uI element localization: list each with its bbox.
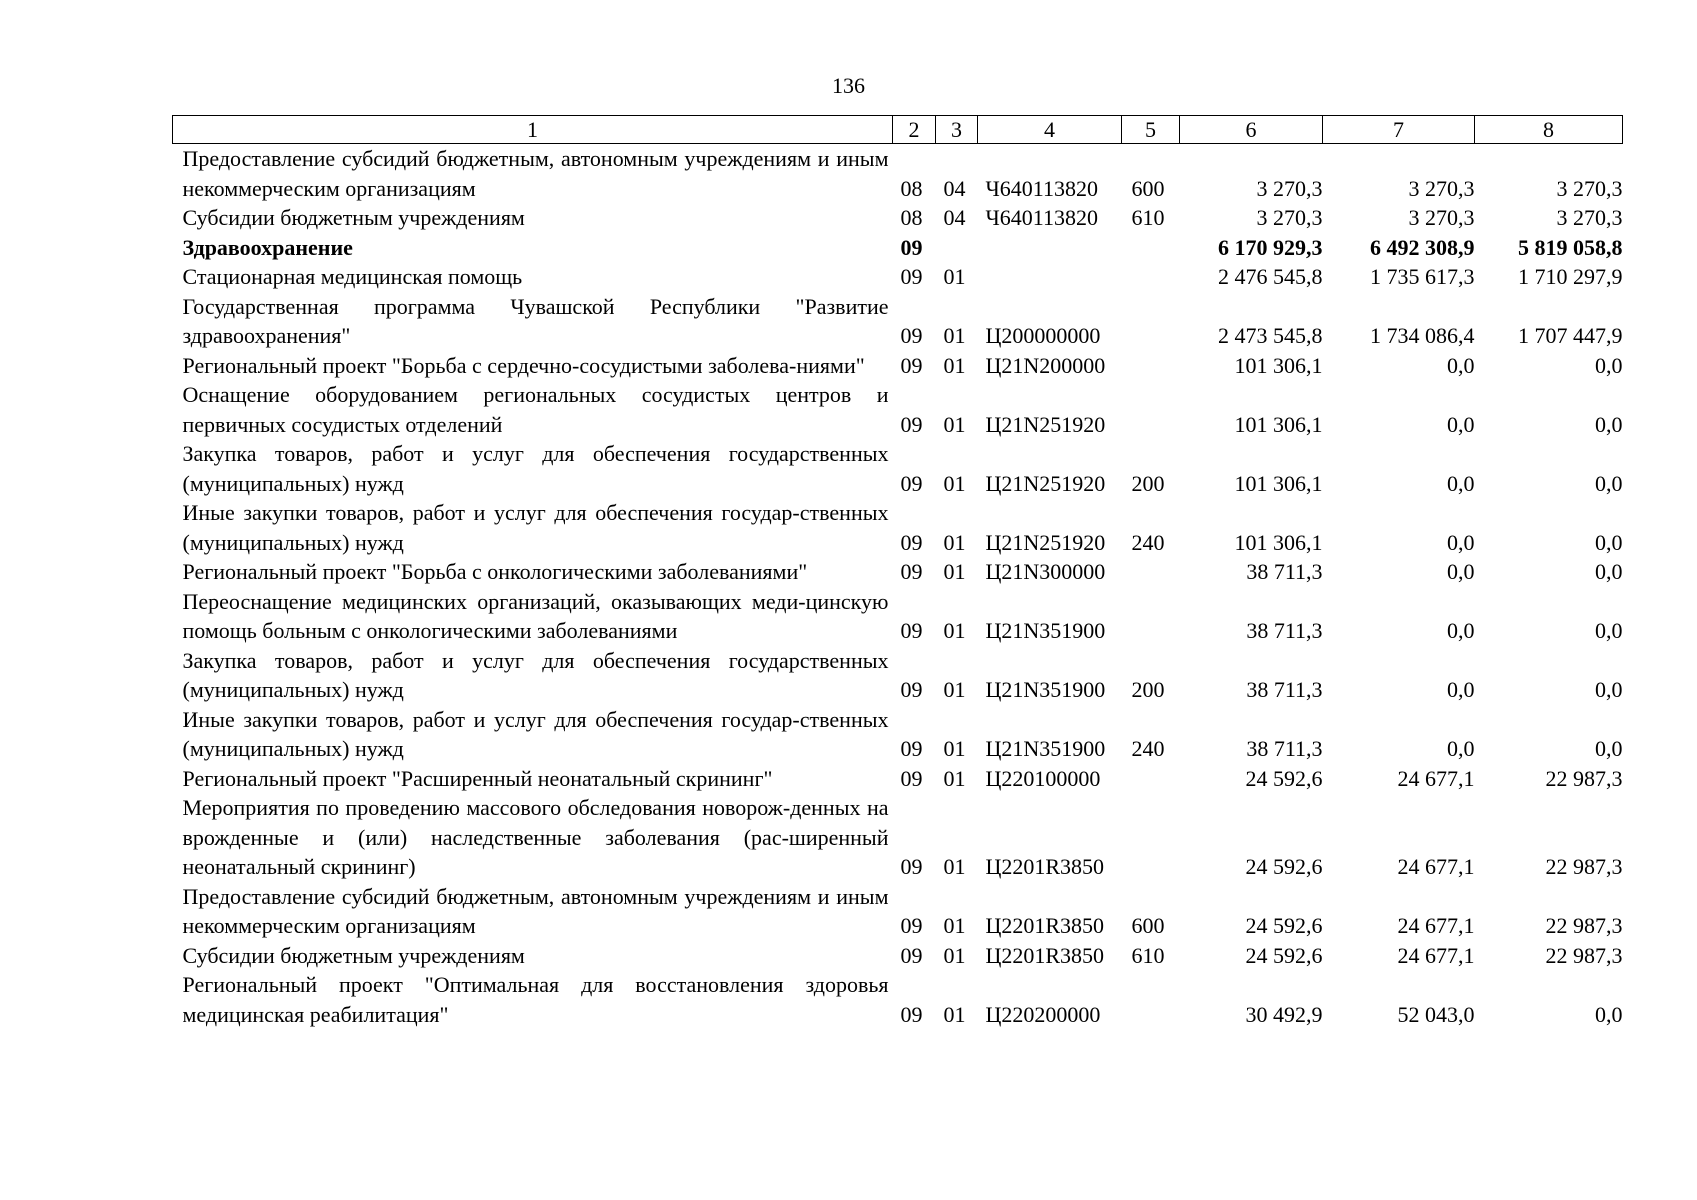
row-amount-col8: 0,0 [1595,677,1623,702]
row-subsection: 01 [943,529,966,555]
table-row [173,941,1623,971]
row-amount-col8: 0,0 [1595,1001,1623,1027]
table-row [173,262,1623,292]
row-amount-col8: 1 710 297,9 [1518,264,1623,289]
row-amount-col6: 3 270,3 [1256,205,1323,230]
row-section: 09 [900,234,923,260]
row-target-article: Ц21N351900 [985,618,1106,643]
row-name: Субсидии бюджетным учреждениям [182,942,525,968]
row-subsection: 04 [943,175,966,201]
row-target-article: Ц2201R3850 [985,913,1105,938]
row-expense-type: 200 [1131,470,1165,496]
row-target-article: Ц21N200000 [985,352,1106,378]
row-amount-col7: 0,0 [1447,677,1475,702]
row-name: Иные закупки товаров, работ и услуг для обеспечения государ-ственных (муниципальных) нужд [182,500,889,555]
row-amount-col8: 0,0 [1595,470,1623,496]
row-subsection: 01 [943,942,966,968]
column-header-5: 5 [1122,116,1180,144]
row-amount-col8: 3 270,3 [1556,175,1623,201]
row-target-article [978,262,1122,292]
row-target-article: Ц21N351900 [985,677,1106,702]
row-amount-col6: 38 711,3 [1246,618,1323,643]
row-name: Предоставление субсидий бюджетным, автономным учреждениям и иным некоммерческим организациям [182,883,889,938]
row-amount-col8: 0,0 [1595,736,1623,761]
row-subsection: 01 [943,323,966,348]
row-section: 09 [900,1001,923,1027]
column-header-6: 6 [1180,116,1323,144]
row-name: Региональный проект "Расширенный неонатальный скрининг" [182,765,773,791]
row-amount-col8: 22 987,3 [1545,942,1623,968]
row-amount-col6: 24 592,6 [1245,942,1323,968]
row-target-article: Ч640113820 [985,175,1098,201]
table-row [173,498,1623,557]
row-subsection: 01 [943,765,966,791]
row-name: Государственная программа Чувашской Республики "Развитие здравоохранения" [182,293,889,348]
row-target-article: Ц21N251920 [985,411,1106,437]
row-amount-col7: 1 735 617,3 [1370,264,1475,289]
column-header-7: 7 [1323,116,1475,144]
row-section: 09 [900,559,923,584]
table-row [173,970,1623,1029]
row-expense-type: 610 [1131,205,1165,230]
row-amount-col6: 6 170 929,3 [1218,234,1323,260]
row-amount-col6: 24 592,6 [1245,765,1323,791]
row-section: 09 [900,736,923,761]
table-row [173,292,1623,351]
row-subsection: 01 [943,559,966,584]
row-amount-col8: 3 270,3 [1556,205,1623,230]
row-amount-col8: 22 987,3 [1545,854,1623,879]
row-amount-col7: 0,0 [1447,736,1475,761]
row-target-article: Ц220200000 [985,1001,1101,1027]
table-row [173,233,1623,263]
row-name: Стационарная медицинская помощь [182,264,523,289]
row-subsection: 01 [943,352,966,378]
table-row [173,793,1623,882]
row-section: 09 [900,854,923,879]
row-name: Субсидии бюджетным учреждениям [182,205,525,230]
row-target-article: Ц2201R3850 [985,942,1105,968]
row-amount-col8: 0,0 [1595,352,1623,378]
row-amount-col6: 38 711,3 [1246,559,1323,584]
row-target-article: Ц21N251920 [985,470,1106,496]
row-subsection: 01 [943,411,966,437]
row-section: 09 [900,352,923,378]
row-amount-col7: 24 677,1 [1397,942,1475,968]
row-amount-col6: 24 592,6 [1245,854,1323,879]
row-subsection: 01 [943,854,966,879]
row-amount-col6: 101 306,1 [1234,529,1323,555]
row-expense-type [1122,557,1180,587]
table-row [173,705,1623,764]
row-subsection [936,233,978,263]
row-name: Предоставление субсидий бюджетным, автономным учреждениям и иным некоммерческим организациям [182,146,889,201]
page-number: 136 [832,73,865,98]
row-amount-col6: 101 306,1 [1234,352,1323,378]
row-name: Переоснащение медицинских организаций, оказывающих меди-цинскую помощь больным с онкологическими заболеваниями [182,588,889,643]
table-body [173,144,1623,1030]
row-target-article: Ц220100000 [985,765,1101,791]
table-row [173,439,1623,498]
column-header-3: 3 [936,116,978,144]
row-target-article: Ц21N251920 [985,529,1106,555]
row-amount-col8: 5 819 058,8 [1518,234,1623,260]
row-name: Закупка товаров, работ и услуг для обеспечения государственных (муниципальных) нужд [182,441,889,496]
row-amount-col7: 0,0 [1447,470,1475,496]
row-amount-col7: 24 677,1 [1397,854,1475,879]
row-amount-col7: 6 492 308,9 [1370,234,1475,260]
row-amount-col6: 101 306,1 [1234,470,1323,496]
row-amount-col6: 101 306,1 [1234,411,1323,437]
column-header-1: 1 [173,116,893,144]
row-target-article: Ч640113820 [985,205,1098,230]
row-expense-type: 600 [1131,913,1165,938]
table-row [173,646,1623,705]
row-section: 08 [900,175,923,201]
row-expense-type [1122,587,1180,646]
column-header-2: 2 [893,116,936,144]
row-amount-col7: 0,0 [1447,529,1475,555]
row-name: Закупка товаров, работ и услуг для обеспечения государственных (муниципальных) нужд [182,647,889,702]
row-section: 09 [900,264,923,289]
row-target-article: Ц21N300000 [985,559,1106,584]
table-header-row [173,116,1623,144]
row-subsection: 01 [943,470,966,496]
row-amount-col7: 3 270,3 [1408,205,1475,230]
row-section: 09 [900,529,923,555]
row-expense-type: 240 [1131,529,1165,555]
column-header-8: 8 [1475,116,1623,144]
row-section: 09 [900,765,923,791]
row-name: Региональный проект "Борьба с сердечно-сосудистыми заболева-ниями" [182,352,865,378]
row-amount-col7: 1 734 086,4 [1370,323,1475,348]
row-name: Региональный проект "Борьба с онкологическими заболеваниями" [182,559,808,584]
row-amount-col6: 38 711,3 [1246,736,1323,761]
row-section: 09 [900,913,923,938]
table-row [173,587,1623,646]
row-subsection: 01 [943,677,966,702]
row-amount-col8: 22 987,3 [1545,913,1623,938]
row-expense-type [1122,233,1180,263]
row-section: 09 [900,677,923,702]
row-amount-col8: 1 707 447,9 [1518,323,1623,348]
row-expense-type [1122,351,1180,381]
row-amount-col6: 24 592,6 [1245,913,1323,938]
row-section: 08 [900,205,923,230]
row-amount-col8: 0,0 [1595,618,1623,643]
row-target-article: Ц200000000 [985,323,1101,348]
row-subsection: 01 [943,618,966,643]
row-section: 09 [900,618,923,643]
row-name: Мероприятия по проведению массового обследования новорож-денных на врожденные и (или) наследственные заболевания (рас-ширенный неонатальный скрининг) [182,795,889,879]
row-section: 09 [900,942,923,968]
table-row [173,557,1623,587]
row-expense-type: 610 [1131,942,1165,968]
row-amount-col8: 0,0 [1595,411,1623,437]
row-expense-type [1122,292,1180,351]
row-amount-col6: 30 492,9 [1245,1001,1323,1027]
row-target-article [978,233,1122,263]
budget-table [172,115,1623,1029]
row-amount-col7: 0,0 [1447,618,1475,643]
row-subsection: 01 [943,1001,966,1027]
row-amount-col7: 0,0 [1447,559,1475,584]
row-expense-type: 200 [1131,677,1165,702]
table-row [173,882,1623,941]
row-amount-col8: 0,0 [1595,559,1623,584]
row-amount-col7: 24 677,1 [1397,913,1475,938]
row-section: 09 [900,323,923,348]
row-amount-col7: 0,0 [1447,352,1475,378]
row-subsection: 04 [943,205,966,230]
row-subsection: 01 [943,264,966,289]
row-amount-col6: 3 270,3 [1256,175,1323,201]
row-amount-col8: 22 987,3 [1545,765,1623,791]
row-amount-col6: 2 473 545,8 [1218,323,1323,348]
table-row [173,144,1623,204]
row-expense-type [1122,970,1180,1029]
row-amount-col7: 0,0 [1447,411,1475,437]
row-subsection: 01 [943,736,966,761]
row-expense-type: 600 [1131,175,1165,201]
column-header-4: 4 [978,116,1122,144]
row-section: 09 [900,470,923,496]
table-row [173,203,1623,233]
row-amount-col6: 38 711,3 [1246,677,1323,702]
row-amount-col7: 24 677,1 [1397,765,1475,791]
row-amount-col6: 2 476 545,8 [1218,264,1323,289]
row-section: 09 [900,411,923,437]
row-expense-type [1122,380,1180,439]
row-name: Иные закупки товаров, работ и услуг для обеспечения государ-ственных (муниципальных) нужд [182,706,889,761]
row-subsection: 01 [943,913,966,938]
table-row [173,380,1623,439]
row-amount-col7: 3 270,3 [1408,175,1475,201]
row-name: Оснащение оборудованием региональных сосудистых центров и первичных сосудистых отделений [182,382,889,437]
row-name: Здравоохранение [182,234,353,260]
row-expense-type [1122,764,1180,794]
row-expense-type [1122,793,1180,882]
row-amount-col7: 52 043,0 [1397,1001,1475,1027]
table-row [173,764,1623,794]
row-name: Региональный проект "Оптимальная для восстановления здоровья медицинская реабилитация" [182,972,889,1027]
row-expense-type [1122,262,1180,292]
row-amount-col8: 0,0 [1595,529,1623,555]
table-row [173,351,1623,381]
row-expense-type: 240 [1131,736,1165,761]
row-target-article: Ц21N351900 [985,736,1106,761]
row-target-article: Ц2201R3850 [985,854,1105,879]
